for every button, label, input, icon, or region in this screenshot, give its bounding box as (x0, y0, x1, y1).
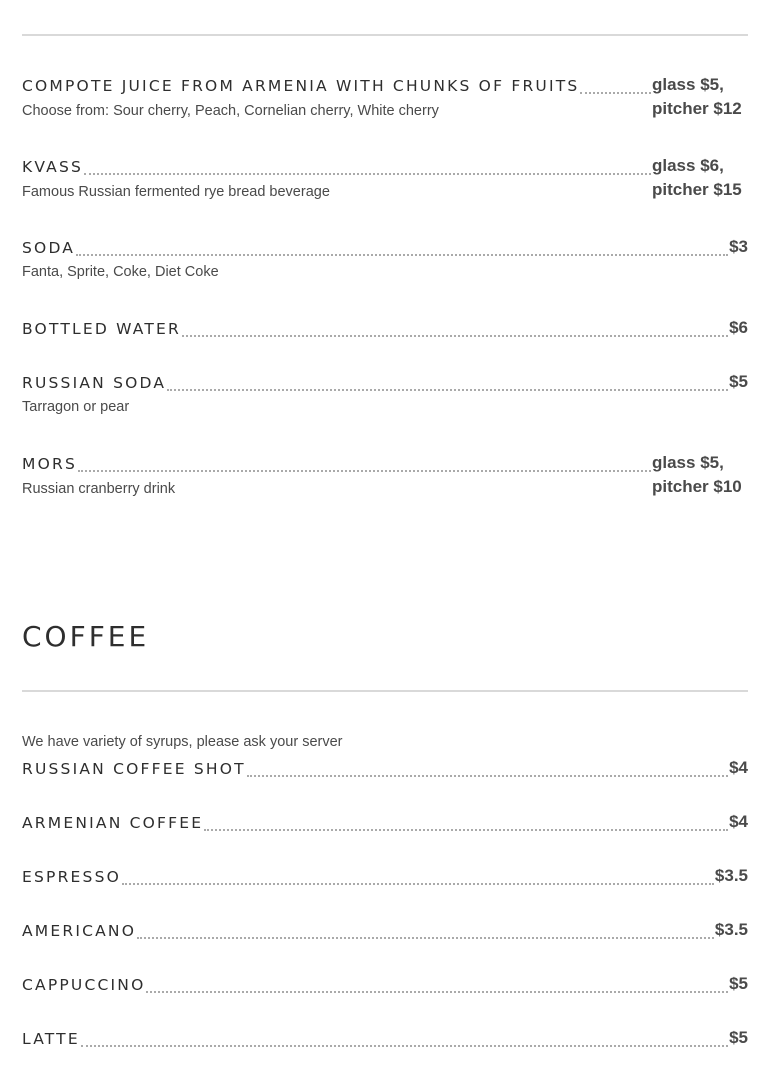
leader-dots (580, 76, 651, 94)
item-price: $4 (729, 812, 748, 831)
item-name: RUSSIAN SODA (22, 374, 167, 392)
item-name: COMPOTE JUICE FROM ARMENIA WITH CHUNKS OF FRUITS (22, 77, 580, 95)
item-price: $3.5 (714, 920, 748, 939)
leader-dots (167, 373, 728, 391)
item-price: $5 (729, 372, 748, 391)
item-name: CAPPUCCINO (22, 976, 146, 994)
leader-dots (81, 1029, 728, 1047)
leader-dots (146, 975, 728, 993)
item-description: Fanta, Sprite, Coke, Diet Coke (22, 264, 219, 280)
item-description: Tarragon or pear (22, 399, 130, 415)
price-glass: glass $5, (652, 75, 724, 94)
section-divider (22, 690, 748, 692)
item-description: Famous Russian fermented rye bread beverage (22, 184, 330, 200)
menu-item-russian-coffee-shot (22, 759, 748, 780)
item-name: BOTTLED WATER (22, 320, 182, 338)
leader-dots (76, 238, 728, 256)
menu-item-compote (22, 76, 748, 120)
section-divider (22, 34, 748, 36)
item-name: AMERICANO (22, 922, 137, 940)
item-price (652, 73, 748, 121)
price-pitcher: pitcher $12 (652, 99, 742, 118)
menu-item-soda (22, 238, 748, 281)
section-title: COFFEE (22, 620, 150, 653)
item-name: ARMENIAN COFFEE (22, 814, 204, 832)
section-note: We have variety of syrups, please ask your server (22, 734, 343, 750)
item-description: Russian cranberry drink (22, 481, 176, 497)
item-price (652, 451, 748, 499)
leader-dots (204, 813, 728, 831)
menu-item-russian-soda (22, 373, 748, 416)
menu-item-espresso (22, 867, 748, 888)
item-price: $3 (729, 237, 748, 256)
price-pitcher: pitcher $10 (652, 477, 742, 496)
item-name: MORS (22, 455, 77, 473)
price-pitcher: pitcher $15 (652, 180, 742, 199)
leader-dots (122, 867, 714, 885)
item-name: SODA (22, 239, 76, 257)
item-price: $5 (729, 1028, 748, 1047)
menu-item-americano (22, 921, 748, 942)
leader-dots (78, 454, 651, 472)
leader-dots (137, 921, 714, 939)
leader-dots (182, 319, 728, 337)
price-glass: glass $5, (652, 453, 724, 472)
menu-item-mors (22, 454, 748, 498)
item-description: Choose from: Sour cherry, Peach, Cornelian cherry, White cherry (22, 103, 439, 119)
menu-item-armenian-coffee (22, 813, 748, 834)
menu-item-kvass (22, 157, 748, 201)
item-price: $4 (729, 758, 748, 777)
item-price: $6 (729, 318, 748, 337)
item-name: RUSSIAN COFFEE SHOT (22, 760, 246, 778)
item-name: KVASS (22, 158, 84, 176)
item-name: ESPRESSO (22, 868, 122, 886)
item-price: $5 (729, 974, 748, 993)
menu-item-cappuccino (22, 975, 748, 996)
menu-item-bottled-water (22, 319, 748, 340)
price-glass: glass $6, (652, 156, 724, 175)
leader-dots (84, 157, 651, 175)
item-name: LATTE (22, 1030, 80, 1048)
menu-item-latte (22, 1029, 748, 1050)
leader-dots (247, 759, 728, 777)
item-price (652, 154, 748, 202)
item-price: $3.5 (714, 866, 748, 885)
